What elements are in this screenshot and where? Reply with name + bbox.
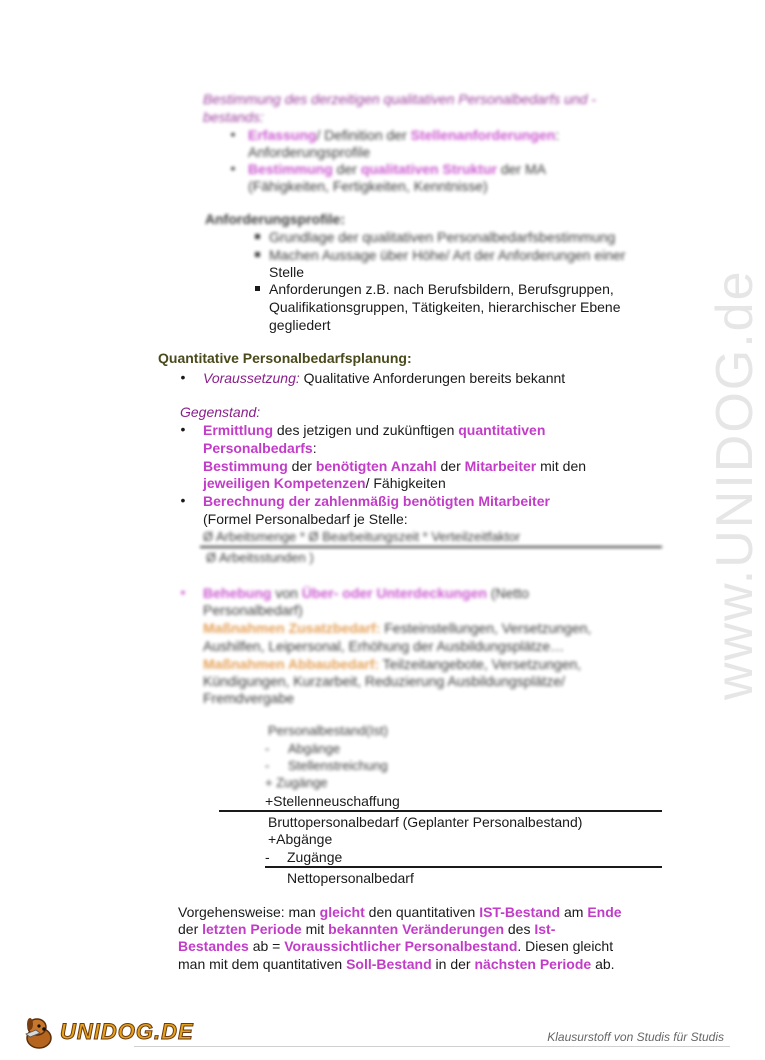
b1-line4: jeweiligen Kompetenzen/ Fähigkeiten [203, 475, 446, 491]
calc-line4: + Zugänge [265, 775, 328, 790]
calc-rule-2 [265, 866, 662, 868]
procedure-line2: der letzten Periode mit bekannten Veränderungen des Ist- [178, 921, 556, 937]
calc-rule-1 [219, 810, 662, 812]
profile-item-3-line2: Qualifikationsgruppen, Tätigkeiten, hierarchischer Ebene [269, 299, 621, 315]
calc-sign: - [265, 741, 270, 756]
dog-icon [22, 1014, 56, 1050]
b3-line2: Personalbedarf) [203, 602, 303, 618]
calc-line7: +Abgänge [268, 831, 333, 847]
calc-line3: Stellenstreichung [288, 758, 388, 773]
bullet-dot: • [180, 492, 186, 508]
b3-line6: Kündigungen, Kurzarbeit, Reduzierung Ausbildungsplätze/ [203, 673, 565, 689]
profile-item-1: Grundlage der qualitativen Personalbedarfsbestimmung [269, 229, 616, 245]
prereq-line: Voraussetzung: Qualitative Anforderungen bereits bekannt [203, 370, 566, 386]
bullet-dot: • [180, 421, 186, 437]
profile-heading: Anforderungsprofile: [205, 211, 345, 227]
subject-label: Gegenstand: [180, 404, 261, 420]
calc-line9: Nettopersonalbedarf [287, 870, 414, 886]
bullet-dot: • [180, 369, 186, 385]
top-item-2: Bestimmung der qualitativen Struktur der MA [248, 161, 546, 177]
fraction-line [200, 546, 662, 548]
quant-heading: Quantitative Personalbedarfsplanung: [158, 350, 412, 366]
calc-line5: +Stellenneuschaffung [265, 793, 400, 809]
formula-denominator: Ø Arbeitsstunden ) [206, 550, 314, 565]
b1-line1: Ermittlung des jetzigen und zukünftigen quantitativen [203, 422, 546, 438]
footer-slogan: Klausurstoff von Studis für Studis [547, 1030, 724, 1044]
square-bullet [255, 286, 260, 291]
top-item-1: Erfassung/ Definition der Stellenanforderungen: [248, 127, 560, 143]
top-heading: Bestimmung des derzeitigen qualitativen Personalbedarfs und -bestands: [203, 91, 597, 125]
formula-numerator: Ø Arbeitsmenge * Ø Bearbeitungszeit * Verteilzeitfaktor [203, 529, 521, 544]
profile-item-3-line3: gegliedert [269, 317, 331, 333]
top-item-1-line2: Anforderungsprofile [248, 144, 371, 160]
b1-line2: Personalbedarfs: [203, 440, 317, 456]
top-item-2-line2: (Fähigkeiten, Fertigkeiten, Kenntnisse) [248, 178, 488, 194]
b3-line3: Maßnahmen Zusatzbedarf: Festeinstellungen, Versetzungen, [203, 620, 592, 636]
b1-line3: Bestimmung der benötigten Anzahl der Mitarbeiter mit den [203, 458, 587, 474]
footer-divider [134, 1046, 730, 1047]
b2-line1: Berechnung der zahlenmäßig benötigten Mitarbeiter [203, 493, 550, 509]
b3-line1: Behebung von Über- oder Unterdeckungen (Netto [203, 585, 529, 601]
b3-line4: Aushilfen, Leipersonal, Erhöhung der Ausbildungsplätze… [203, 638, 565, 654]
procedure-line1: Vorgehensweise: man gleicht den quantitativen IST-Bestand am Ende [178, 904, 622, 920]
bullet-dot: • [230, 160, 236, 176]
calc-sign: - [265, 758, 270, 773]
calc-sign: - [265, 849, 270, 865]
profile-item-2-cont: Stelle [269, 264, 305, 280]
square-bullet [255, 252, 260, 257]
profile-item-3: Anforderungen z.B. nach Berufsbildern, Berufsgruppen, [269, 281, 614, 297]
logo-text: UNIDOG.DE [60, 1019, 194, 1044]
b3-line5: Maßnahmen Abbaubedarf: Teilzeitangebote, Versetzungen, [203, 656, 582, 672]
calc-line6: Bruttopersonalbedarf (Geplanter Personalbestand) [268, 814, 583, 830]
calc-line8: Zugänge [287, 849, 343, 865]
square-bullet [255, 234, 260, 239]
procedure-line3: Bestandes ab = Voraussichtlicher Personalbestand. Diesen gleicht [178, 938, 614, 954]
b3-line7: Fremdvergabe [203, 690, 295, 706]
watermark: www.UNIDOG.de [706, 269, 764, 700]
procedure-line4: man mit dem quantitativen Soll-Bestand in der nächsten Periode ab. [178, 956, 615, 972]
bullet-dot: • [180, 584, 186, 600]
calc-line1: Personalbestand(Ist) [268, 723, 388, 738]
profile-item-2: Machen Aussage über Höhe/ Art der Anforderungen einer [269, 247, 626, 263]
bullet-dot: • [230, 126, 236, 142]
calc-line2: Abgänge [288, 741, 341, 756]
b2-line2: (Formel Personalbedarf je Stelle: [203, 511, 408, 527]
